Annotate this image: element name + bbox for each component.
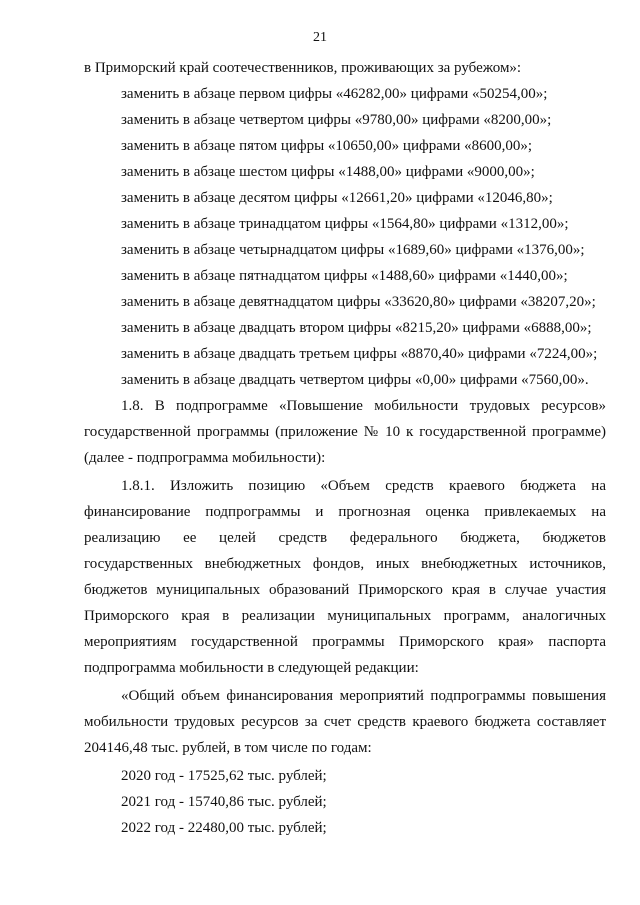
text-line: заменить в абзаце пятнадцатом цифры «1488,60» цифрами «1440,00»; <box>121 268 568 284</box>
text-line: мероприятиям государственной программы Приморского края» паспорта <box>84 634 606 650</box>
text-line: бюджетов муниципальных образований Приморского края в случае участия <box>84 582 606 598</box>
text-line: мобильности трудовых ресурсов за счет средств краевого бюджета составляет <box>84 714 606 730</box>
text-line: 2022 год - 22480,00 тыс. рублей; <box>121 820 327 836</box>
text-line: подпрограмма мобильности в следующей редакции: <box>84 660 419 676</box>
text-line: государственных внебюджетных фондов, иных внебюджетных источников, <box>84 556 606 572</box>
text-line: заменить в абзаце четвертом цифры «9780,00» цифрами «8200,00»; <box>121 112 552 128</box>
text-line: 1.8.1. Изложить позицию «Объем средств краевого бюджета на <box>121 478 606 494</box>
text-line: заменить в абзаце четырнадцатом цифры «1689,60» цифрами «1376,00»; <box>121 242 585 258</box>
text-line: 204146,48 тыс. рублей, в том числе по годам: <box>84 740 372 756</box>
text-line: реализацию ее целей средств федерального бюджета, бюджетов <box>84 530 606 546</box>
page-number: 21 <box>313 30 327 45</box>
text-line: заменить в абзаце пятом цифры «10650,00» цифрами «8600,00»; <box>121 138 533 154</box>
text-line: заменить в абзаце девятнадцатом цифры «33620,80» цифрами «38207,20»; <box>121 294 596 310</box>
text-line: (далее - подпрограмма мобильности): <box>84 450 326 466</box>
text-line: 2020 год - 17525,62 тыс. рублей; <box>121 768 327 784</box>
text-line: заменить в абзаце десятом цифры «12661,20» цифрами «12046,80»; <box>121 190 553 206</box>
text-line: заменить в абзаце тринадцатом цифры «1564,80» цифрами «1312,00»; <box>121 216 569 232</box>
text-line: заменить в абзаце двадцать третьем цифры «8870,40» цифрами «7224,00»; <box>121 346 598 362</box>
text-line: Приморского края в реализации муниципальных программ, аналогичных <box>84 608 606 624</box>
text-line: государственной программы (приложение № 10 к государственной программе) <box>84 424 606 440</box>
text-line: заменить в абзаце первом цифры «46282,00» цифрами «50254,00»; <box>121 86 548 102</box>
text-line: 2021 год - 15740,86 тыс. рублей; <box>121 794 327 810</box>
text-line: заменить в абзаце шестом цифры «1488,00» цифрами «9000,00»; <box>121 164 535 180</box>
text-line: заменить в абзаце двадцать втором цифры «8215,20» цифрами «6888,00»; <box>121 320 592 336</box>
text-line: в Приморский край соотечественников, проживающих за рубежом»: <box>84 60 522 76</box>
text-line: 1.8. В подпрограмме «Повышение мобильности трудовых ресурсов» <box>121 398 606 414</box>
text-line: финансирование подпрограммы и прогнозная оценка привлекаемых на <box>84 504 606 520</box>
text-line: «Общий объем финансирования мероприятий подпрограммы повышения <box>121 688 606 704</box>
text-line: заменить в абзаце двадцать четвертом цифры «0,00» цифрами «7560,00». <box>121 372 589 388</box>
